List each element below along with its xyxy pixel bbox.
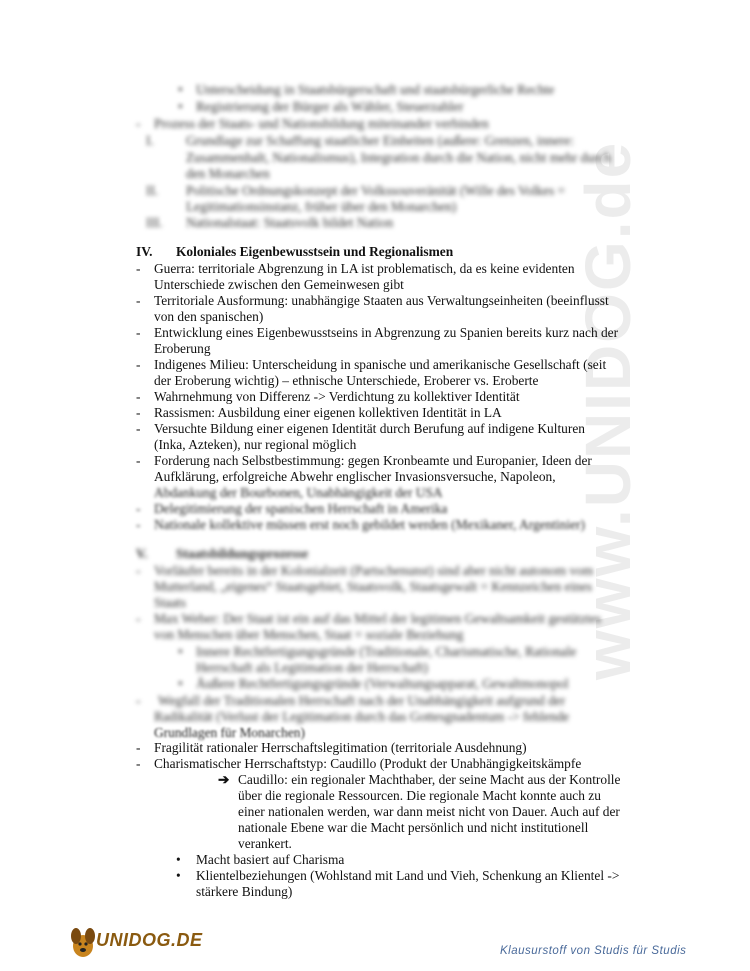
bullet-dot: • bbox=[176, 852, 181, 867]
text-line: Territoriale Ausformung: unabhängige Staaten aus Verwaltungseinheiten (beeinflusst bbox=[154, 293, 609, 308]
caudillo-text: nationale Ebene war die Macht persönlich und nicht institutionell bbox=[238, 820, 589, 835]
dog-icon bbox=[68, 924, 98, 960]
footer-logo[interactable] bbox=[68, 922, 208, 962]
text-line: Versuchte Bildung einer eigenen Identität durch Berufung auf indigene Kulturen bbox=[154, 421, 585, 436]
dash: - bbox=[136, 357, 141, 372]
dash: - bbox=[136, 389, 141, 404]
bullet-dot: • bbox=[178, 676, 183, 691]
dash: - bbox=[136, 501, 141, 516]
bullet-text: stärkere Bindung) bbox=[196, 884, 293, 899]
dash: - bbox=[136, 293, 141, 308]
text-line: Guerra: territoriale Abgrenzung in LA ist problematisch, da es keine evidenten bbox=[154, 261, 575, 276]
dash: - bbox=[136, 693, 141, 708]
caudillo-text: einer nationalen werden, war dann meist nicht von Dauer. Auch auf der bbox=[238, 804, 620, 819]
dash: - bbox=[136, 740, 141, 755]
blurred-line: Max Weber: Der Staat ist ein auf das Mittel der legitimen Gewaltsamkeit gestütztes bbox=[154, 611, 602, 626]
blurred-line: Wegfall der Traditionalen Herrschaft nach der Unabhängigkeit aufgrund der bbox=[158, 693, 566, 708]
dash: - bbox=[136, 611, 141, 626]
dash: - bbox=[136, 325, 141, 340]
blurred-line: Prozess der Staats- und Nationsbildung miteinander verbinden bbox=[154, 116, 489, 131]
section-title: Koloniales Eigenbewusstsein und Regionalismen bbox=[176, 244, 454, 259]
blurred-line: Vorläufer bereits in der Kolonialzeit (Partschenunst) sind aber nicht autonom vom bbox=[154, 563, 594, 578]
blurred-line: Radikalität (Verlust der Legitimation durch das Gottesgnadentum -> fehlende bbox=[154, 709, 570, 724]
bullet-dot: • bbox=[176, 868, 181, 883]
blurred-line: Registrierung der Bürger als Wähler, Steuerzahler bbox=[196, 99, 464, 114]
blurred-line: Äußere Rechtfertigungsgründe (Verwaltungsapparat, Gewaltmonopol bbox=[196, 676, 569, 691]
text-line: Indigenes Milieu: Unterscheidung in spanische und amerikanische Gesellschaft (seit bbox=[154, 357, 607, 372]
blurred-line: Innere Rechtfertigungsgründe (Traditionale, Charismatische, Rationale bbox=[196, 644, 577, 659]
blurred-line: Nationalstaat: Staatsvolk bildet Nation bbox=[186, 215, 394, 230]
roman-numeral: I. bbox=[146, 133, 154, 148]
caudillo-text: verankert. bbox=[238, 836, 292, 851]
caudillo-text: über die regionale Ressourcen. Die regionale Macht konnte auch zu bbox=[238, 788, 601, 803]
text-line: Unterschiede zwischen den Gemeinwesen gibt bbox=[154, 277, 404, 292]
dash: - bbox=[136, 517, 141, 532]
bullet-text: Klientelbeziehungen (Wohlstand mit Land und Vieh, Schenkung an Klientel -> bbox=[196, 868, 620, 883]
bullet-text: Macht basiert auf Charisma bbox=[196, 852, 345, 867]
dash: - bbox=[136, 421, 141, 436]
blurred-line: von Menschen über Menschen, Staat = soziale Beziehung bbox=[154, 627, 464, 642]
text-line: Eroberung bbox=[154, 341, 211, 356]
blurred-line: Unterscheidung in Staatsbürgerschaft und staatsbürgerliche Rechte bbox=[196, 82, 555, 97]
text-line: Forderung nach Selbstbestimmung: gegen Kronbeamte und Europanier, Ideen der bbox=[154, 453, 592, 468]
arrow-icon: ➔ bbox=[218, 772, 230, 787]
blurred-line: den Monarchen bbox=[186, 166, 270, 181]
text-line: von den spanischen) bbox=[154, 309, 264, 324]
text-line: Aufklärung, erfolgreiche Abwehr englischer Invasionsversuche, Napoleon, bbox=[154, 469, 556, 484]
blurred-line: Grundlage zur Schaffung staatlicher Einheiten (außere: Grenzen, innere: bbox=[186, 133, 574, 148]
blurred-line: Grundlagen für Monarchen) bbox=[154, 725, 305, 740]
watermark bbox=[572, 140, 710, 680]
text-line: Charismatischer Herrschaftstyp: Caudillo (Produkt der Unabhängigkeitskämpfe bbox=[154, 756, 582, 771]
blurred-line: Delegitimierung der spanischen Herrschaft in Amerika bbox=[154, 501, 448, 516]
roman-numeral: III. bbox=[146, 215, 163, 230]
text-line: der Eroberung wichtig) – ethnische Unterschiede, Eroberer vs. Eroberte bbox=[154, 373, 539, 388]
footer-tagline: Klausurstoff von Studis für Studis bbox=[500, 945, 687, 957]
text-line: Entwicklung eines Eigenbewusstseins in Abgrenzung zu Spanien bereits kurz nach der bbox=[154, 325, 619, 340]
logo-text: UNIDOG.DE bbox=[96, 930, 203, 950]
bullet-dot: • bbox=[178, 644, 183, 659]
dash: - bbox=[136, 563, 141, 578]
section-number: IV. bbox=[136, 244, 153, 259]
blurred-line: Nationale kollektive müssen erst noch gebildet werden (Mexikaner, Argentinier) bbox=[154, 517, 585, 532]
roman-numeral: II. bbox=[146, 183, 159, 198]
dash: - bbox=[136, 116, 141, 131]
text-line: Rassismen: Ausbildung einer eigenen kollektiven Identität in LA bbox=[154, 405, 502, 420]
blurred-line: Herrschaft als Legitimation der Herrschaft) bbox=[196, 660, 429, 675]
blurred-line: Abdankung der Bourbonen, Unabhängigkeit der USA bbox=[154, 485, 443, 500]
bullet-dot: • bbox=[178, 99, 183, 114]
dash: - bbox=[136, 261, 141, 276]
text-line: Fragilität rationaler Herrschaftslegitimation (territoriale Ausdehnung) bbox=[154, 740, 527, 755]
blurred-line: Staatsbildungsprozesse bbox=[176, 546, 309, 561]
text-line: (Inka, Azteken), nur regional möglich bbox=[154, 437, 357, 452]
blurred-line: Politische Ordnungskonzept der Volkssouveränität (Wille des Volkes = bbox=[186, 183, 566, 198]
dash: - bbox=[136, 405, 141, 420]
blurred-line: V. bbox=[136, 546, 148, 561]
text-line: Wahrnehmung von Differenz -> Verdichtung zu kollektiver Identität bbox=[154, 389, 520, 404]
blurred-line: Staats bbox=[154, 595, 186, 610]
dash: - bbox=[136, 453, 141, 468]
bullet-dot: • bbox=[178, 82, 183, 97]
caudillo-text: Caudillo: ein regionaler Machthaber, der seine Macht aus der Kontrolle bbox=[238, 772, 621, 787]
dash: - bbox=[136, 756, 141, 771]
blurred-line: Legitimationsinstanz, früher über den Monarchen) bbox=[186, 199, 457, 214]
blurred-line: Zusammenhalt, Nationalismus), Integration durch die Nation, nicht mehr durch bbox=[186, 150, 612, 165]
blurred-line: Mutterland, „eigenes“ Staatsgebiet, Staatsvolk, Staatsgewalt = Kennzeichen eines bbox=[154, 579, 593, 594]
watermark-text: www.UNIDOG.de bbox=[572, 140, 644, 680]
